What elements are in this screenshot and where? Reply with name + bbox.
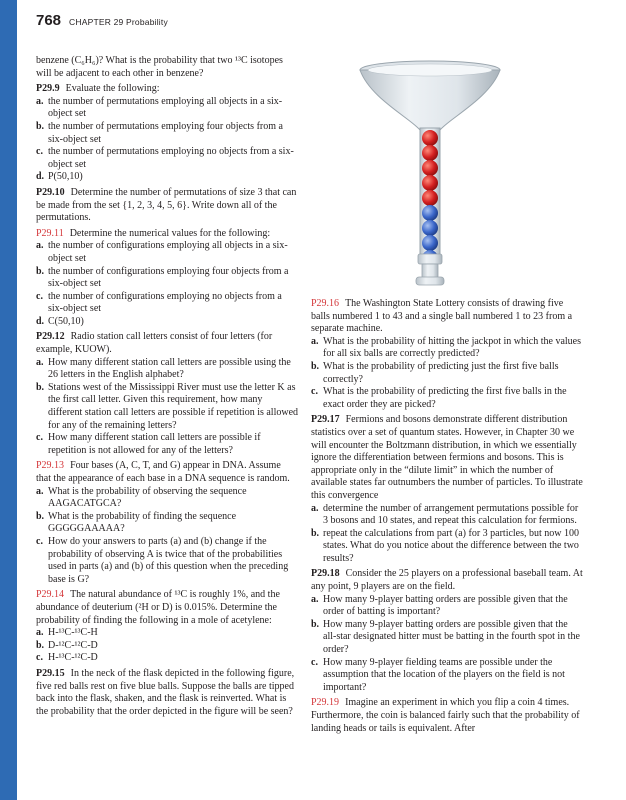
- problem-p29-12: [36, 331, 298, 356]
- list-item: b. How many 9-player batting orders are possible given that the all-star designated hitter must be batting in the fourth spot in the order?: [311, 618, 580, 656]
- list-item: c. the number of permutations employing no objects from a six-object set: [36, 146, 294, 170]
- problem-stem: Determine the number of permutations of size 3 that can be made from the set {1, 2, 3, 4, 5, 6}. Write down all of the permutations.: [36, 186, 297, 224]
- problem-p29-19: [311, 697, 583, 735]
- problem-id: P29.10: [36, 186, 65, 198]
- list-item: b. What is the probability of predicting just the first five balls correctly?: [311, 360, 559, 385]
- problem-p29-16: [311, 298, 583, 336]
- page-number: 768: [36, 12, 62, 29]
- problem-stem: Radio station call letters consist of four letters (for example, KUOW).: [36, 331, 273, 356]
- right-column: [311, 298, 583, 735]
- list-item: a. What is the probability of observing the sequence AAGACATGCA?: [36, 485, 247, 510]
- problem-id: P29.13: [36, 460, 65, 472]
- left-column: [36, 55, 298, 718]
- intro-text: benzene (C₆H₆)? What is the probability that two ¹³C isotopes will be adjacent to each other in benzene?: [36, 55, 283, 79]
- list-item: c. How do your answers to parts (a) and (b) change if the probability of observing A is twice that of the probabilities used in parts (a) and (b) of this question when the preceding base is G?: [36, 535, 289, 585]
- flask-stopper: [416, 254, 444, 285]
- list-item: d. C(50,10): [36, 315, 84, 327]
- list-item: c. H-¹³C-¹²C-D: [36, 652, 98, 664]
- chapter-title: CHAPTER 29 Probability: [69, 17, 168, 27]
- list-item: c. the number of configurations employing no objects from a six-object set: [36, 290, 282, 315]
- problem-stem: Imagine an experiment in which you flip a coin 4 times. Furthermore, the coin is balanced fairly such that the probability of landing heads or tails is equivalent. After: [311, 697, 580, 734]
- problem-id: P29.17: [311, 414, 340, 426]
- red-ball: [422, 190, 438, 206]
- problem-id: P29.18: [311, 568, 340, 580]
- red-ball: [422, 160, 438, 176]
- list-item: a. the number of configurations employing all objects in a six-object set: [36, 240, 288, 264]
- problem-stem: The Washington State Lottery consists of drawing five balls numbered 1 to 43 and a single ball numbered 1 to 23 from a separate machine.: [311, 298, 573, 335]
- problem-p29-10: [36, 187, 298, 225]
- list-item: b. repeat the calculations from part (a) for 3 particles, but now 100 states. What do you notice about the difference between the two results?: [311, 527, 580, 564]
- problem-id: P29.19: [311, 697, 340, 709]
- problem-stem: Evaluate the following:: [65, 83, 160, 95]
- problem-id: P29.12: [36, 331, 65, 343]
- blue-ball: [422, 220, 438, 236]
- problem-p29-14: [36, 589, 298, 627]
- list-item: a. What is the probability of hitting the jackpot in which the values for all six balls are correctly predicted?: [311, 335, 581, 360]
- flask-figure: [340, 58, 520, 290]
- problem-p29-18: [311, 568, 583, 593]
- problem-id: P29.14: [36, 589, 65, 601]
- list-item: a. How many different station call letters are possible using the 26 letters in the English alphabet?: [36, 356, 291, 381]
- problem-id: P29.16: [311, 298, 340, 309]
- problem-stem: The natural abundance of ¹³C is roughly 1%, and the abundance of deuterium (²H or D) is 0.015%. Determine the probability of finding the following in a mole of acetylene:: [36, 589, 280, 626]
- problem-stem: Determine the numerical values for the following:: [69, 227, 271, 239]
- problem-stem: Fermions and bosons demonstrate different distribution statistics over a set of quantum states. However, in Chapter 30 we will encounter the Boltzmann distribution, in which we essentially ignore the differentiation between fermions and bosons. This is appropriate only in the “dilute limit” in which the number of available states far outnumbers the number of particles. To illustrate this convergence: [311, 414, 583, 501]
- list-item: b. the number of permutations employing four objects from a six-object set: [36, 120, 283, 145]
- problem-id: P29.11: [36, 227, 64, 239]
- blue-ball: [422, 235, 438, 251]
- list-item: d. P(50,10): [36, 171, 83, 183]
- list-item: c. What is the probability of predicting the first five balls in the exact order they are picked?: [311, 386, 567, 410]
- problem-id: P29.15: [36, 667, 65, 679]
- problem-id: P29.9: [36, 83, 60, 95]
- list-item: b. Stations west of the Mississippi River must use the letter K as the first call letter. Given this requirement, how many different station call letters are possible if repetition is allowed for any of the remaining letters?: [36, 381, 299, 431]
- list-item: a. determine the number of arrangement permutations possible for 3 bosons and 10 states, and repeat this calculation for fermions.: [311, 502, 579, 527]
- list-item: b. the number of configurations employing four objects from a six-object set: [36, 265, 289, 290]
- page-edge-bar: [0, 0, 17, 800]
- list-item: a. How many 9-player batting orders are possible given that the order of batting is important?: [311, 593, 568, 618]
- list-item: b. What is the probability of finding the sequence GGGGGAAAAA?: [36, 510, 237, 535]
- problem-stem: Four bases (A, C, T, and G) appear in DNA. Assume that the appearance of each base in a DNA sequence is random.: [36, 460, 290, 484]
- list-item: c. How many different station call letters are possible if repetition is not allowed for any of the letters?: [36, 432, 261, 456]
- problem-p29-13: [36, 460, 298, 485]
- red-ball: [422, 145, 438, 161]
- list-item: b. D-¹²C-¹²C-D: [36, 639, 98, 651]
- problem-stem: Consider the 25 players on a professional baseball team. At any point, 9 players are on the field.: [311, 568, 583, 593]
- problem-p29-17: [311, 414, 583, 502]
- problem-p29-9: [36, 83, 298, 96]
- problem-p29-11: [36, 228, 298, 241]
- red-ball: [422, 175, 438, 191]
- flask-body: [360, 61, 500, 130]
- list-item: a. H-¹³C-¹³C-H: [36, 627, 98, 639]
- list-item: a. the number of permutations employing all objects in a six-object set: [36, 95, 283, 120]
- problem-p29-15: [36, 668, 298, 718]
- page-header: [36, 12, 168, 29]
- problem-stem: In the neck of the flask depicted in the following figure, five red balls rest on five blue balls. Suppose the balls are tipped back into the flask, shaken, and the flask is reinverted. What is the probability that the order depicted in the figure will be seen?: [36, 667, 295, 717]
- list-item: c. How many 9-player fielding teams are possible under the assumption that the location of the players on the field is not important?: [311, 656, 565, 693]
- red-ball: [422, 130, 438, 146]
- blue-ball: [422, 205, 438, 221]
